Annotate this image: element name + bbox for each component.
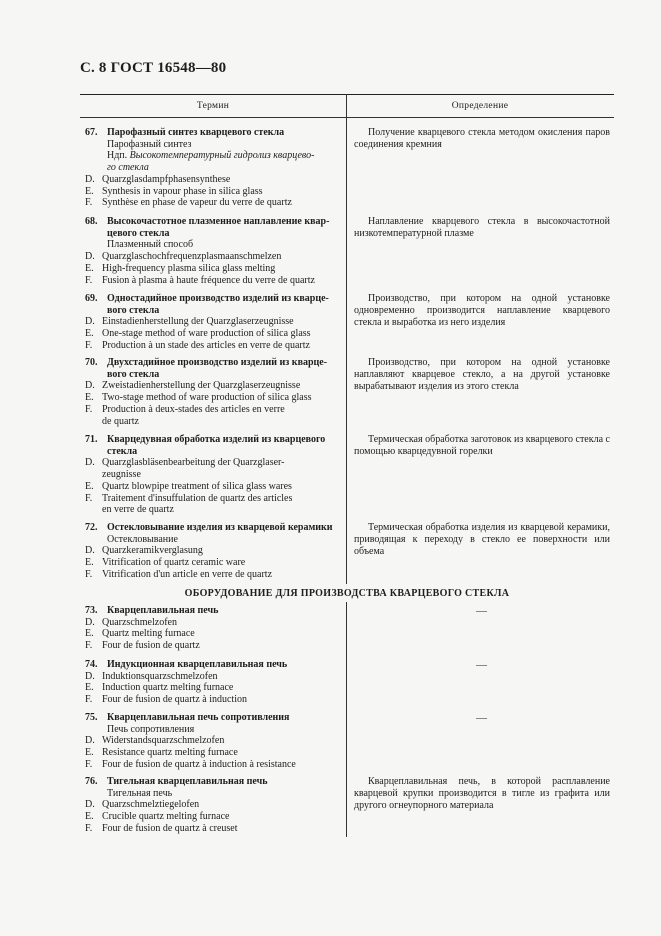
term-translation [85,759,342,771]
term-title-line [85,605,342,617]
language-code: F. [85,758,93,770]
term-title-text: Индукционная кварцеплавильная печь [107,659,288,670]
term-title-text: вого стекла [107,368,160,380]
term-entry [85,216,342,286]
language-code: F. [85,568,93,580]
term-number: 71. [85,434,98,445]
term-ndp [85,150,342,162]
translation-text: High-frequency plasma silica glass melting [102,262,276,274]
language-code: D. [85,545,95,557]
term-translation [85,640,342,652]
term-number: 75. [85,712,98,723]
language-code: F. [85,197,93,209]
definition-text: Производство, при котором на одной установке одновременно производится наплавление кварцевого стекла и выработка из него изделия [354,293,610,328]
table-top-rule [80,94,614,95]
term-entry [85,776,342,835]
language-code: E. [85,682,94,694]
term-translation [85,569,342,581]
term-title-line [85,216,342,228]
language-code: F. [85,339,93,351]
term-title-text: Двухстадийное производство изделий из кварце- [107,357,328,368]
language-code: D. [85,670,95,682]
page-header: С. 8 ГОСТ 16548—80 [80,60,227,76]
term-title-line [85,305,342,317]
term-synonym: Остекловывание [107,533,178,545]
term-translation [85,316,342,328]
term-translation [85,174,342,186]
table-header-rule [80,117,614,118]
translation-text: Four de fusion de quartz à induction à resistance [102,758,296,770]
definition-text: Получение кварцевого стекла методом окисления паров соединения кремния [354,127,610,150]
term-translation [85,392,342,404]
term-translation [85,251,342,263]
term-entry [85,605,342,652]
translation-text: Induction quartz melting furnace [102,682,234,694]
language-code: F. [85,822,93,834]
translation-text: Quarzglasdampfphasensynthese [102,173,231,185]
term-translation [85,340,342,352]
term-synonym: Печь сопротивления [107,723,195,735]
term-translation [85,811,342,823]
definition-dash: — [476,712,487,724]
language-code: E. [85,185,94,197]
term-translation [85,380,342,392]
term-synonym: Плазменный способ [107,239,194,251]
term-title-text: Кварцедувная обработка изделий из кварцевого [107,434,326,445]
term-title-line [85,446,342,458]
term-translation [85,735,342,747]
term-title-text: Тигельная кварцеплавильная печь [107,776,268,787]
language-code: E. [85,392,94,404]
term-entry [85,659,342,706]
term-title-line [85,712,342,724]
translation-text: Fusion à plasma à haute fréquence du verre de quartz [102,274,315,286]
language-code: F. [85,492,93,504]
term-title-line [85,659,342,671]
term-title-line [85,228,342,240]
translation-text: zeugnisse [102,469,141,481]
term-title-line [85,522,342,534]
section-title: ОБОРУДОВАНИЕ ДЛЯ ПРОИЗВОДСТВА КВАРЦЕВОГО СТЕКЛА [184,588,510,599]
column-divider-lower [346,602,347,837]
term-translation [85,457,342,469]
term-title-line [85,127,342,139]
translation-text: Zweistadienherstellung der Quarzglaserzeugnisse [102,380,301,392]
term-number: 74. [85,659,98,670]
language-code: F. [85,403,93,415]
term-title-text: Высокочастотное плазменное наплавление квар- [107,216,330,227]
language-code: D. [85,380,95,392]
term-title-text: стекла [107,445,138,457]
term-translation [85,481,342,493]
term-title-line [85,776,342,788]
term-title-text: Одностадийное производство изделий из кварце- [107,293,329,304]
term-translation [85,557,342,569]
term-translation [85,799,342,811]
definition-text: Производство, при котором на одной установке наплавляют кварцевое стекло, а на другой установке вырабатывают изделия из этого стекла [354,357,610,392]
term-title-text: Кварцеплавильная печь [107,605,219,616]
column-header-terms: Термин [196,101,230,111]
term-title-line [85,369,342,381]
language-code: D. [85,616,95,628]
term-translation [85,671,342,683]
term-entry [85,357,342,427]
translation-text: Crucible quartz melting furnace [102,811,230,823]
translation-text: Vitrification d'un article en verre de quartz [102,568,273,580]
term-entry [85,127,342,209]
translation-text: Quarzschmelzofen [102,616,177,628]
language-code: E. [85,811,94,823]
term-translation [85,628,342,640]
term-title-text: Остекловывание изделия из кварцевой керамики [107,522,333,533]
language-code: F. [85,274,93,286]
language-code: E. [85,262,94,274]
translation-text: Quarzschmelztiegelofen [102,799,200,811]
language-code: F. [85,640,93,652]
term-title-text: Кварцеплавильная печь сопротивления [107,712,290,723]
column-divider-upper [346,117,347,584]
translation-text: Synthesis in vapour phase in silica glass [102,185,263,197]
term-title-line [85,434,342,446]
translation-text: Einstadienherstellung der Quarzglaserzeugnisse [102,316,294,328]
translation-text: Synthèse en phase de vapeur du verre de quartz [102,197,292,209]
language-code: D. [85,251,95,263]
translation-text: Widerstandsquarzschmelzofen [102,735,225,747]
term-translation [85,747,342,759]
language-code: E. [85,328,94,340]
term-translation [85,682,342,694]
translation-text: en verre de quartz [102,504,174,516]
term-translation [85,469,342,481]
term-number: 67. [85,127,98,138]
term-translation [85,823,342,835]
translation-text: Production à un stade des articles en verre de quartz [102,339,310,351]
translation-text: Quartz melting furnace [102,628,195,640]
term-title-text: Парофазный синтез кварцевого стекла [107,127,285,138]
term-number: 68. [85,216,98,227]
language-code: D. [85,173,95,185]
translation-text: Two-stage method of ware production of silica glass [102,392,312,404]
term-entry [85,712,342,771]
definition-text: Термическая обработка заготовок из кварцевого стекла с помощью кварцедувной горелки [354,434,610,457]
term-translation [85,328,342,340]
term-title-text: вого стекла [107,304,160,316]
translation-text: One-stage method of ware production of silica glass [102,328,311,340]
definition-dash: — [476,605,487,617]
term-synonym: Парофазный синтез [107,138,192,150]
translation-text: Production à deux-stades des articles en verre [102,403,285,415]
term-ndp-continued: го стекла [107,162,149,174]
language-code: D. [85,457,95,469]
language-code: D. [85,735,95,747]
term-translation [85,186,342,198]
ndp-term: Высокотемпературный гидролиз кварцево- [129,150,315,162]
definition-text: Кварцеплавильная печь, в которой расплавление кварцевой крупки производится в тигле из графита или другого огнеупорного материала [354,776,610,811]
column-header-definitions: Определение [451,101,509,111]
translation-text: Quarzkeramikverglasung [102,545,203,557]
term-translation [85,504,342,516]
term-title-line [85,357,342,369]
term-translation [85,694,342,706]
term-entry [85,293,342,352]
translation-text: Quartz blowpipe treatment of silica glass wares [102,480,292,492]
term-translation [85,416,342,428]
term-title-text: цевого стекла [107,227,170,239]
translation-text: Quarzglasbläsenbearbeitung der Quarzglaser- [102,457,285,469]
language-code: D. [85,799,95,811]
translation-text: Four de fusion de quartz [102,640,200,652]
term-entry [85,434,342,516]
translation-text: de quartz [102,415,139,427]
language-code: E. [85,747,94,759]
language-code: E. [85,480,94,492]
ndp-label: Ндп. [107,150,130,162]
term-translation [85,197,342,209]
term-translation [85,404,342,416]
translation-text: Four de fusion de quartz à induction [102,694,247,706]
term-title-line [85,293,342,305]
definition-dash: — [476,659,487,671]
term-translation [85,275,342,287]
term-number: 69. [85,293,98,304]
language-code: E. [85,628,94,640]
translation-text: Quarzglaschochfrequenzplasmaanschmelzen [102,251,282,263]
translation-text: Induktionsquarzschmelzofen [102,670,218,682]
translation-text: Vitrification of quartz ceramic ware [102,557,246,569]
term-translation [85,545,342,557]
term-translation [85,263,342,275]
term-number: 76. [85,776,98,787]
term-synonym: Тигельная печь [107,787,173,799]
term-number: 72. [85,522,98,533]
translation-text: Four de fusion de quartz à creuset [102,822,238,834]
language-code: E. [85,557,94,569]
term-entry [85,522,342,581]
translation-text: Traitement d'insuffulation de quartz des articles [102,492,293,504]
term-translation [85,493,342,505]
translation-text: Resistance quartz melting furnace [102,747,238,759]
language-code: D. [85,316,95,328]
term-number: 73. [85,605,98,616]
definition-text: Термическая обработка изделия из кварцевой керамики, приводящая к переходу в стекло ее поверхности или объема [354,522,610,557]
term-translation [85,617,342,629]
term-number: 70. [85,357,98,368]
language-code: F. [85,694,93,706]
definition-text: Наплавление кварцевого стекла в высокочастотной низкотемпературной плазме [354,216,610,239]
